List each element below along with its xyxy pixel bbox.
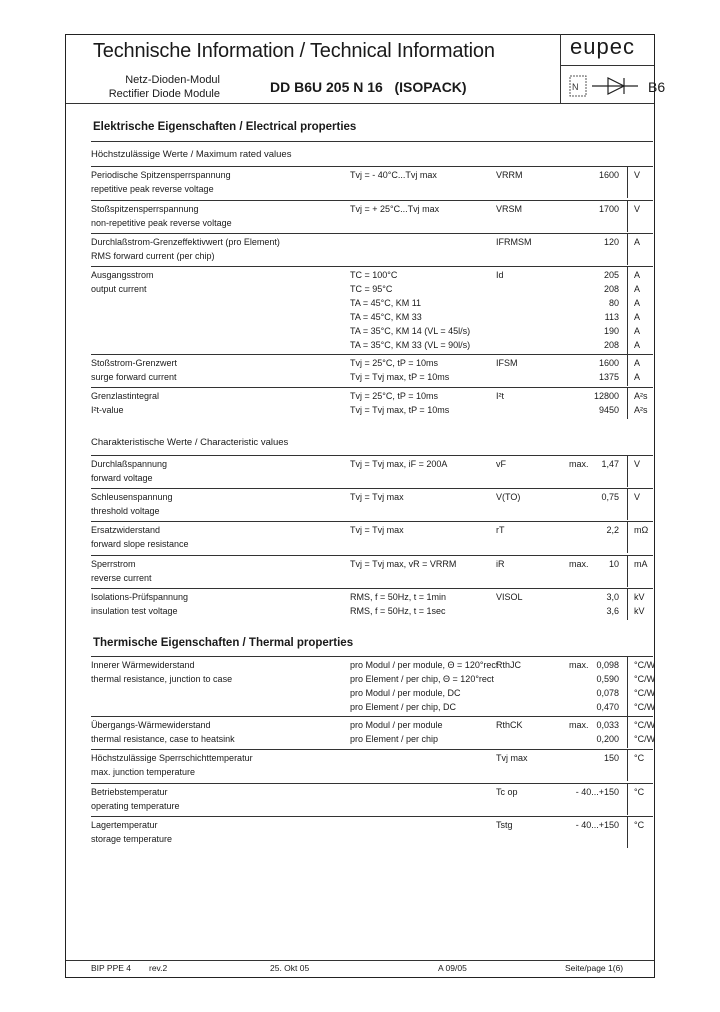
- unit-column-divider: [627, 166, 628, 198]
- param-symbol: Id: [496, 270, 504, 280]
- row-separator: [91, 354, 653, 355]
- row-separator: [91, 200, 653, 201]
- row-separator: [91, 455, 653, 456]
- param-condition: RMS, f = 50Hz, t = 1min: [350, 592, 447, 602]
- row-separator: [91, 488, 653, 489]
- param-name: storage temperature: [91, 834, 173, 844]
- param-symbol: IFSM: [496, 358, 518, 368]
- model-number: [270, 79, 467, 95]
- param-symbol: Tstg: [496, 820, 513, 830]
- param-minmax: max.: [569, 459, 589, 469]
- param-name: Sperrstrom: [91, 559, 136, 569]
- param-condition: TA = 45°C, KM 11: [350, 298, 422, 308]
- param-condition: TA = 45°C, KM 33: [350, 312, 422, 322]
- unit-column-divider: [627, 200, 628, 232]
- param-unit: A: [634, 284, 641, 294]
- param-name: Ersatzwiderstand: [91, 525, 161, 535]
- param-value: 150: [603, 753, 619, 763]
- param-condition: pro Modul / per module, Θ = 120°rect: [350, 660, 499, 670]
- param-name: Grenzlastintegral: [91, 391, 160, 401]
- param-name: Höchstzulässige Sperrschichttemperatur: [91, 753, 253, 763]
- param-unit: kV: [634, 592, 645, 602]
- header-divider: [66, 103, 654, 104]
- unit-column-divider: [627, 354, 628, 386]
- footer-code: A 09/05: [438, 963, 467, 973]
- param-condition: Tvj = 25°C, tP = 10ms: [350, 358, 438, 368]
- footer-rev: rev.2: [149, 963, 168, 973]
- param-condition: pro Element / per chip, DC: [350, 702, 457, 712]
- unit-column-divider: [627, 266, 628, 354]
- param-unit: A: [634, 237, 641, 247]
- param-value: - 40...+150: [575, 787, 619, 797]
- param-condition: Tvj = Tvj max: [350, 492, 404, 502]
- param-unit: V: [634, 170, 641, 180]
- param-name: forward voltage: [91, 473, 153, 483]
- param-value: 0,033: [596, 720, 619, 730]
- unit-column-divider: [627, 716, 628, 748]
- svg-text:N: N: [572, 82, 579, 92]
- row-separator: [91, 816, 653, 817]
- param-condition: pro Modul / per module, DC: [350, 688, 461, 698]
- param-symbol: iR: [496, 559, 505, 569]
- unit-column-divider: [627, 488, 628, 520]
- param-condition: pro Element / per chip: [350, 734, 439, 744]
- subtitle-en: Rectifier Diode Module: [108, 88, 220, 100]
- param-condition: Tvj = Tvj max, iF = 200A: [350, 459, 448, 469]
- characteristic-label: Charakteristische Werte / Characteristic values: [91, 437, 289, 448]
- param-value: 1375: [598, 372, 619, 382]
- param-value: 120: [603, 237, 619, 247]
- param-unit: °C/W: [634, 660, 656, 670]
- param-name: output current: [91, 284, 147, 294]
- param-value: 10: [608, 559, 619, 569]
- param-symbol: RthJC: [496, 660, 522, 670]
- footer-date: 25. Okt 05: [270, 963, 310, 973]
- footer-divider: [66, 960, 654, 961]
- subtitle-de: Netz-Dioden-Modul: [125, 74, 220, 86]
- param-value: 9450: [598, 405, 619, 415]
- param-name: non-repetitive peak reverse voltage: [91, 218, 232, 228]
- param-symbol: Tvj max: [496, 753, 528, 763]
- param-symbol: VRRM: [496, 170, 523, 180]
- param-value: 0,200: [596, 734, 619, 744]
- param-name: RMS forward current (per chip): [91, 251, 215, 261]
- param-symbol: V(TO): [496, 492, 521, 502]
- param-name: insulation test voltage: [91, 606, 178, 616]
- footer-page: Seite/page 1(6): [565, 963, 624, 973]
- param-value: 113: [604, 312, 619, 322]
- param-name: thermal resistance, case to heatsink: [91, 734, 235, 744]
- param-value: 0,078: [596, 688, 619, 698]
- row-separator: [91, 266, 653, 267]
- row-separator: [91, 716, 653, 717]
- row-separator: [91, 387, 653, 388]
- param-unit: °C/W: [634, 720, 656, 730]
- param-minmax: max.: [569, 720, 589, 730]
- row-separator: [91, 521, 653, 522]
- unit-column-divider: [627, 588, 628, 620]
- param-condition: RMS, f = 50Hz, t = 1sec: [350, 606, 446, 616]
- unit-column-divider: [627, 816, 628, 848]
- param-condition: Tvj = Tvj max: [350, 525, 404, 535]
- param-condition: TC = 100°C: [350, 270, 398, 280]
- unit-column-divider: [627, 233, 628, 265]
- param-value: 3,0: [606, 592, 619, 602]
- param-unit: A: [634, 340, 641, 350]
- param-unit: V: [634, 204, 641, 214]
- param-unit: °C: [634, 820, 645, 830]
- param-name: max. junction temperature: [91, 767, 196, 777]
- footer-doc: BIP PPE 4: [91, 963, 132, 973]
- param-name: Durchlaßspannung: [91, 459, 168, 469]
- param-unit: °C/W: [634, 674, 656, 684]
- param-name: repetitive peak reverse voltage: [91, 184, 214, 194]
- param-value: 1600: [598, 170, 619, 180]
- param-condition: Tvj = Tvj max, tP = 10ms: [350, 372, 450, 382]
- config-label: B6: [648, 79, 666, 95]
- unit-column-divider: [627, 749, 628, 781]
- unit-column-divider: [627, 521, 628, 553]
- param-symbol: rT: [496, 525, 505, 535]
- param-unit: A: [634, 312, 641, 322]
- param-value: 208: [603, 284, 619, 294]
- param-name: Stoßspitzensperrspannung: [91, 204, 199, 214]
- param-name: forward slope resistance: [91, 539, 189, 549]
- param-name: Stoßstrom-Grenzwert: [91, 358, 178, 368]
- param-condition: Tvj = + 25°C...Tvj max: [350, 204, 440, 214]
- param-value: - 40...+150: [575, 820, 619, 830]
- param-symbol: Tc op: [496, 787, 518, 797]
- param-name: Übergangs-Wärmewiderstand: [91, 720, 211, 730]
- param-name: Schleusenspannung: [91, 492, 173, 502]
- param-condition: Tvj = 25°C, tP = 10ms: [350, 391, 438, 401]
- param-symbol: VRSM: [496, 204, 523, 214]
- param-symbol: vF: [496, 459, 506, 469]
- param-unit: A: [634, 372, 641, 382]
- row-separator: [91, 233, 653, 234]
- param-name: Durchlaßstrom-Grenzeffektivwert (pro Element): [91, 237, 280, 247]
- param-value: 1,47: [601, 459, 619, 469]
- param-value: 80: [608, 298, 619, 308]
- param-name: Isolations-Prüfspannung: [91, 592, 189, 602]
- row-separator: [91, 588, 653, 589]
- param-unit: °C/W: [634, 734, 656, 744]
- header-vertical-divider: [560, 34, 561, 104]
- param-name: Lagertemperatur: [91, 820, 158, 830]
- param-name: I²t-value: [91, 405, 124, 415]
- row-separator: [91, 555, 653, 556]
- param-value: 0,098: [596, 660, 619, 670]
- row-separator: [91, 749, 653, 750]
- param-symbol: VISOL: [496, 592, 523, 602]
- unit-column-divider: [627, 783, 628, 815]
- param-condition: Tvj = Tvj max, tP = 10ms: [350, 405, 450, 415]
- unit-column-divider: [627, 656, 628, 716]
- param-name: Periodische Spitzensperrspannung: [91, 170, 231, 180]
- param-value: 2,2: [606, 525, 619, 535]
- param-name: Ausgangsstrom: [91, 270, 154, 280]
- param-value: 208: [603, 340, 619, 350]
- param-symbol: RthCK: [496, 720, 523, 730]
- thermal-heading: Thermische Eigenschaften / Thermal properties: [93, 637, 354, 649]
- param-unit: mΩ: [634, 525, 649, 535]
- param-value: 0,590: [596, 674, 619, 684]
- param-symbol: IFRMSM: [496, 237, 532, 247]
- electrical-heading-line: [91, 141, 653, 142]
- param-value: 190: [603, 326, 619, 336]
- param-value: 1600: [598, 358, 619, 368]
- param-value: 12800: [593, 391, 619, 401]
- param-name: Betriebstemperatur: [91, 787, 168, 797]
- param-condition: Tvj = - 40°C...Tvj max: [350, 170, 437, 180]
- unit-column-divider: [627, 455, 628, 487]
- param-unit: mA: [634, 559, 648, 569]
- param-condition: pro Element / per chip, Θ = 120°rect: [350, 674, 494, 684]
- param-value: 205: [603, 270, 619, 280]
- param-unit: V: [634, 459, 641, 469]
- param-unit: A: [634, 358, 641, 368]
- max-ratings-label: Höchstzulässige Werte / Maximum rated values: [91, 149, 292, 160]
- param-unit: A²s: [634, 391, 648, 401]
- param-unit: °C/W: [634, 688, 656, 698]
- param-condition: pro Modul / per module: [350, 720, 443, 730]
- param-unit: A²s: [634, 405, 648, 415]
- row-separator: [91, 656, 653, 657]
- param-unit: A: [634, 298, 641, 308]
- electrical-heading: Elektrische Eigenschaften / Electrical properties: [93, 121, 357, 133]
- unit-column-divider: [627, 555, 628, 587]
- param-condition: Tvj = Tvj max, vR = VRRM: [350, 559, 457, 569]
- param-condition: TC = 95°C: [350, 284, 393, 294]
- param-unit: V: [634, 492, 641, 502]
- param-condition: TA = 35°C, KM 14 (VL = 45l/s): [350, 326, 471, 336]
- row-separator: [91, 166, 653, 167]
- param-name: Innerer Wärmewiderstand: [91, 660, 195, 670]
- unit-column-divider: [627, 387, 628, 419]
- param-symbol: I²t: [496, 391, 504, 401]
- param-unit: A: [634, 270, 641, 280]
- param-name: surge forward current: [91, 372, 177, 382]
- model-code: DD B6U 205 N 16: [270, 79, 383, 95]
- param-unit: °C/W: [634, 702, 656, 712]
- logo-underline: [560, 65, 654, 66]
- param-condition: TA = 35°C, KM 33 (VL = 90l/s): [350, 340, 471, 350]
- brand-logo: eupec: [570, 34, 635, 59]
- param-name: thermal resistance, junction to case: [91, 674, 233, 684]
- row-separator: [91, 783, 653, 784]
- param-name: reverse current: [91, 573, 152, 583]
- package-type: (ISOPACK): [394, 79, 467, 95]
- param-unit: °C: [634, 753, 645, 763]
- param-minmax: max.: [569, 660, 589, 670]
- page-title: Technische Information / Technical Information: [93, 40, 495, 62]
- param-unit: °C: [634, 787, 645, 797]
- diode-symbol-icon: [568, 72, 640, 100]
- param-name: operating temperature: [91, 801, 180, 811]
- param-unit: A: [634, 326, 641, 336]
- param-value: 0,75: [601, 492, 619, 502]
- param-value: 1700: [598, 204, 619, 214]
- param-value: 3,6: [606, 606, 619, 616]
- param-minmax: max.: [569, 559, 589, 569]
- param-name: threshold voltage: [91, 506, 160, 516]
- param-value: 0,470: [596, 702, 619, 712]
- param-unit: kV: [634, 606, 645, 616]
